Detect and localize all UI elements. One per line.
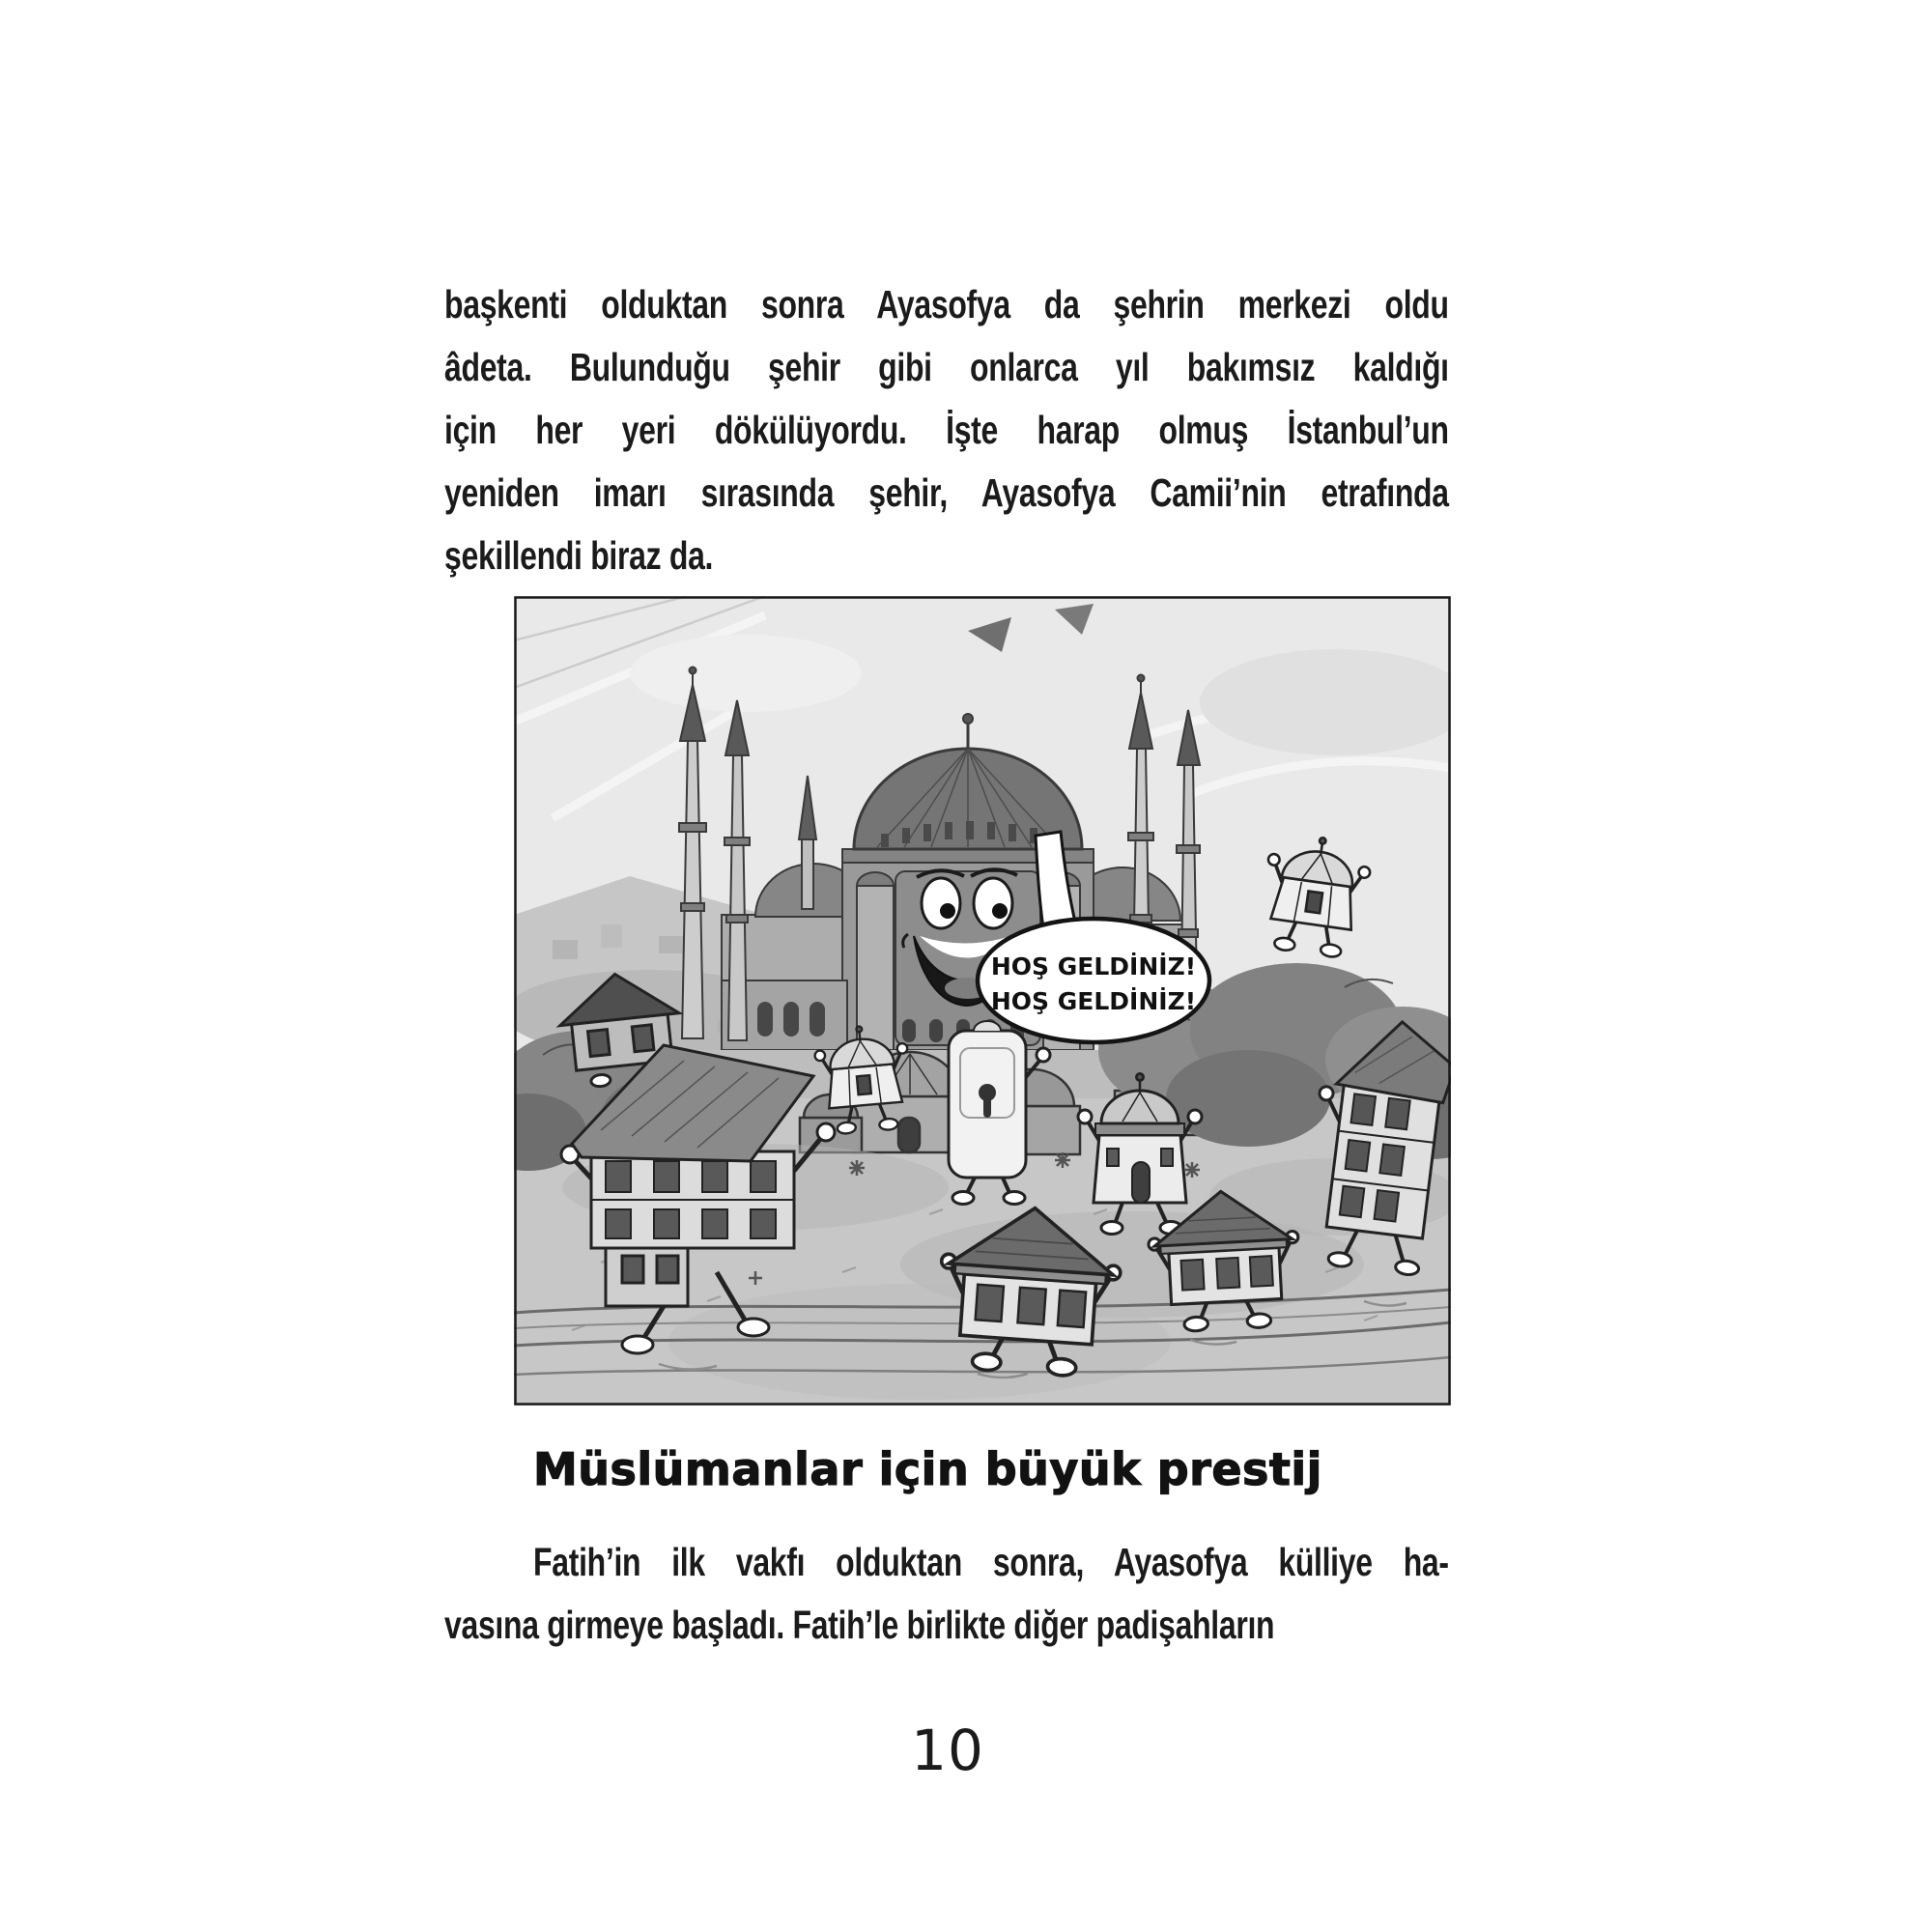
paragraph-line: Fatih’in ilk vakfı olduktan sonra, Ayasofya külliye ha- [533,1540,1449,1584]
hagia-sophia-cartoon-illustration [514,596,1451,1406]
cloud [630,635,862,712]
paragraph-line: âdeta. Bulunduğu şehir gibi onlarca yıl bakımsız kaldığı [444,345,1449,389]
speech-bubble-line1: HOŞ GELDİNİZ! [990,952,1197,980]
page-number: 10 [911,1718,984,1783]
speech-bubble-line2: HOŞ GELDİNİZ! [990,987,1197,1015]
paragraph-bottom [444,1531,1449,1657]
paragraph-line: vasına girmeye başladı. Fatih’le birlikte diğer padişahların [444,1603,1275,1647]
paragraph-line: şekillendi biraz da. [444,533,714,578]
paragraph-line: için her yeri dökülüyordu. İşte harap olmuş İstanbul’un [444,408,1449,452]
section-heading: Müslümanlar için büyük prestij [533,1443,1322,1495]
paragraph-line: başkenti olduktan sonra Ayasofya da şehrin merkezi oldu [444,282,1449,327]
paragraph-line: yeniden imarı sırasında şehir, Ayasofya Camii’nin etrafında [444,470,1449,515]
paragraph-top [444,273,1449,587]
